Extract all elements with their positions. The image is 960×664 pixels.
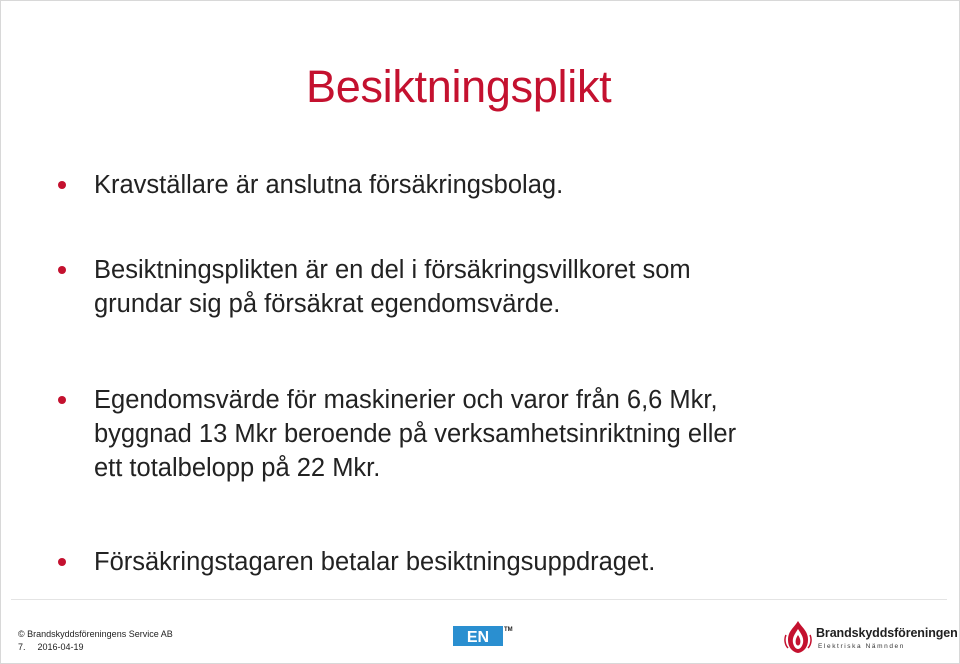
svg-text:TM: TM	[504, 627, 513, 633]
slide-title: Besiktningsplikt	[306, 61, 612, 112]
bullet-line: ett totalbelopp på 22 Mkr.	[94, 454, 381, 482]
bullet-dot-icon	[58, 558, 66, 566]
organization-name: Brandskyddsföreningen	[816, 626, 958, 640]
footer-date: 2016-04-19	[37, 642, 84, 652]
bullet-text	[94, 545, 944, 579]
bullet-text	[94, 253, 944, 321]
en-logo-icon	[453, 623, 515, 647]
bullet-text	[94, 383, 944, 485]
bullet-line: Försäkringstagaren betalar besiktningsuppdraget.	[94, 548, 656, 576]
bullet-line: Kravställare är anslutna försäkringsbolag.	[94, 171, 564, 199]
organization-logo	[782, 619, 958, 655]
footer-copyright: © Brandskyddsföreningens Service AB	[18, 629, 173, 639]
bullet-dot-icon	[58, 181, 66, 189]
footer-meta	[18, 642, 96, 652]
bullet-line: byggnad 13 Mkr beroende på verksamhetsinriktning eller	[94, 420, 737, 448]
svg-text:EN: EN	[466, 629, 490, 646]
page-number: 7.	[18, 642, 26, 652]
bullet-text	[94, 168, 944, 202]
footer-divider	[11, 599, 947, 600]
flame-logo-icon	[782, 619, 814, 655]
bullet-line: Besiktningsplikten är en del i försäkringsvillkoret som	[94, 256, 691, 284]
bullet-dot-icon	[58, 396, 66, 404]
bullet-line: grundar sig på försäkrat egendomsvärde.	[94, 290, 561, 318]
organization-subname: Elektriska Nämnden	[818, 643, 905, 650]
bullet-line: Egendomsvärde för maskinerier och varor från 6,6 Mkr,	[94, 386, 718, 414]
bullet-dot-icon	[58, 266, 66, 274]
